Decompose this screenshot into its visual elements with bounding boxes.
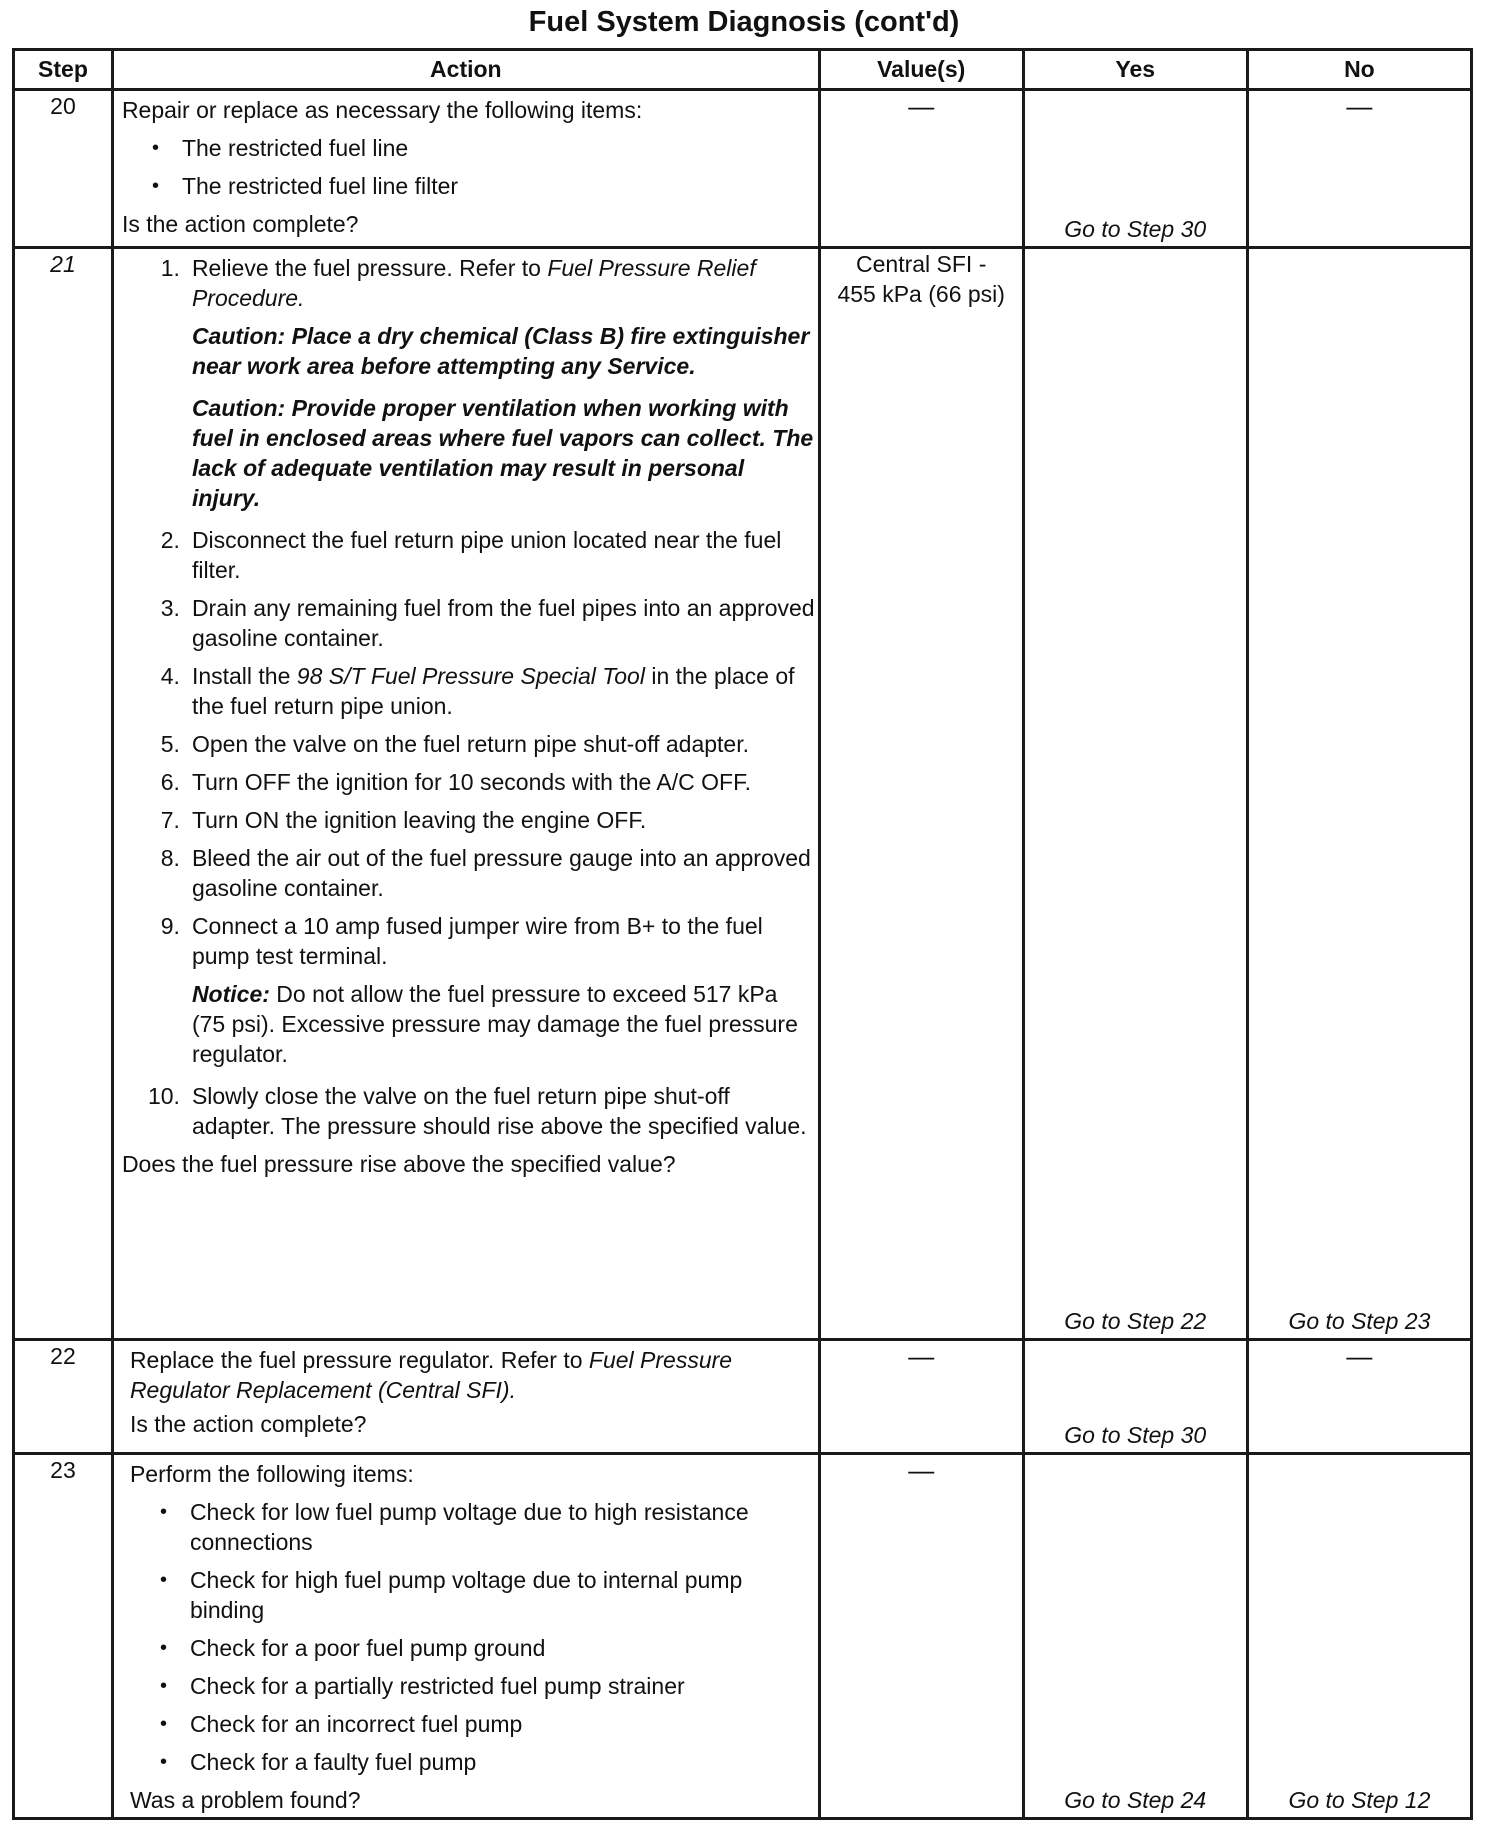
table-row: [14, 90, 1472, 248]
header-yes: Yes: [1023, 50, 1247, 90]
header-row: [14, 50, 1472, 90]
diagnosis-table: [12, 48, 1473, 1820]
table-row: [14, 1454, 1472, 1819]
step-text: Disconnect the fuel return pipe union located near the fuel filter.: [191, 527, 782, 583]
no-cell: [1247, 1454, 1471, 1819]
action-cell: [112, 90, 819, 248]
yes-goto: Go to Step 22: [1064, 1308, 1207, 1334]
value-cell: [819, 90, 1023, 248]
yes-cell: [1023, 90, 1247, 248]
page-title: Fuel System Diagnosis (cont'd): [528, 6, 960, 38]
step-ref: Fuel Pressure Relief Procedure.: [191, 255, 756, 311]
caution-note: Caution: Provide proper ventilation when working with fuel in enclosed areas where fuel vapors can collect. The lack of adequate ventilation may result in personal injury.: [191, 395, 814, 511]
bullet-list: [130, 1497, 816, 1777]
list-item: 10. Slowly close the valve on the fuel return pipe shut-off adapter. The pressure should rise above the specified value.: [147, 1083, 807, 1139]
list-item: 3. Drain any remaining fuel from the fuel pipes into an approved gasoline container.: [160, 595, 815, 651]
value-cell: [819, 248, 1023, 1340]
list-item: 1. Relieve the fuel pressure. Refer to Fuel Pressure Relief Procedure.: [160, 255, 756, 311]
step-list: [130, 253, 816, 313]
step-number: 23: [14, 1454, 113, 1819]
yes-cell: [1023, 248, 1247, 1340]
table-row: [14, 1340, 1472, 1454]
header-no: No: [1247, 50, 1471, 90]
list-item: 6. Turn OFF the ignition for 10 seconds with the A/C OFF.: [160, 769, 751, 795]
value-text: —: [908, 91, 935, 121]
action-question: Is the action complete?: [129, 1411, 367, 1437]
caution-note: Caution: Place a dry chemical (Class B) fire extinguisher near work area before attempting any Service.: [191, 323, 810, 379]
step-list: [130, 1081, 816, 1141]
yes-goto: Go to Step 24: [1064, 1787, 1207, 1813]
list-item: • Check for a partially restricted fuel pump strainer: [160, 1671, 816, 1701]
yes-cell: [1023, 1340, 1247, 1454]
list-item: 8. Bleed the air out of the fuel pressure gauge into an approved gasoline container.: [160, 845, 811, 901]
step-text: Relieve the fuel pressure. Refer to: [191, 255, 548, 281]
step-list: [130, 525, 816, 971]
step-number: 22: [14, 1340, 113, 1454]
action-cell: [112, 1340, 819, 1454]
action-question: Does the fuel pressure rise above the specified value?: [121, 1151, 676, 1177]
yes-cell: [1023, 1454, 1247, 1819]
step-text: Slowly close the valve on the fuel return pipe shut-off adapter. The pressure should rise above the specified value.: [191, 1083, 807, 1139]
value-line: 455 kPa (66 psi): [837, 281, 1005, 307]
no-text: —: [1346, 91, 1373, 121]
notice-note: [130, 979, 816, 1069]
step-text: Turn OFF the ignition for 10 seconds with the A/C OFF.: [191, 769, 751, 795]
list-item: • The restricted fuel line filter: [152, 171, 816, 201]
list-item: 2. Disconnect the fuel return pipe union located near the fuel filter.: [160, 527, 782, 583]
step-text: Turn ON the ignition leaving the engine OFF.: [191, 807, 647, 833]
header-values: Value(s): [819, 50, 1023, 90]
no-goto: Go to Step 12: [1288, 1787, 1431, 1813]
step-number: 21: [14, 248, 113, 1340]
action-question: Was a problem found?: [129, 1787, 361, 1813]
list-item: • Check for a faulty fuel pump: [160, 1747, 816, 1777]
value-cell: [819, 1340, 1023, 1454]
no-text: —: [1346, 1341, 1373, 1371]
list-item: • The restricted fuel line: [152, 133, 816, 163]
step-text: Connect a 10 amp fused jumper wire from B+ to the fuel pump test terminal.: [191, 913, 763, 969]
list-item: • Check for a poor fuel pump ground: [160, 1633, 816, 1663]
action-text-part: Replace the fuel pressure regulator. Refer to: [129, 1347, 589, 1373]
list-item: • Check for an incorrect fuel pump: [160, 1709, 816, 1739]
notice-label: Notice:: [191, 981, 270, 1007]
action-intro: Repair or replace as necessary the following items:: [121, 97, 643, 123]
value-line: Central SFI -: [856, 251, 987, 277]
no-cell: [1247, 248, 1471, 1340]
step-text: in the place of the fuel return pipe union.: [191, 663, 795, 719]
step-ref: 98 S/T Fuel Pressure Special Tool: [296, 663, 645, 689]
no-cell: [1247, 90, 1471, 248]
no-goto: Go to Step 23: [1288, 1308, 1431, 1334]
notice-text: Do not allow the fuel pressure to exceed 517 kPa (75 psi). Excessive pressure may damage the fuel pressure regulator.: [191, 981, 798, 1067]
step-text: Drain any remaining fuel from the fuel pipes into an approved gasoline container.: [191, 595, 815, 651]
step-number: 20: [14, 90, 113, 248]
action-ref: Fuel Pressure Regulator Replacement (Central SFI).: [129, 1347, 733, 1403]
step-text: Install the: [191, 663, 297, 689]
list-item: • Check for high fuel pump voltage due to internal pump binding: [160, 1565, 816, 1625]
action-cell: [112, 1454, 819, 1819]
yes-goto: Go to Step 30: [1064, 216, 1207, 242]
action-text: [130, 1345, 816, 1405]
value-text: —: [908, 1341, 935, 1371]
list-item: 7. Turn ON the ignition leaving the engine OFF.: [160, 807, 647, 833]
no-cell: [1247, 1340, 1471, 1454]
action-cell: [112, 248, 819, 1340]
value-cell: [819, 1454, 1023, 1819]
list-item: 5. Open the valve on the fuel return pipe shut-off adapter.: [160, 731, 750, 757]
step-text: Bleed the air out of the fuel pressure gauge into an approved gasoline container.: [191, 845, 811, 901]
value-text: —: [908, 1455, 935, 1485]
action-intro: Perform the following items:: [129, 1461, 414, 1487]
list-item: 9. Connect a 10 amp fused jumper wire from B+ to the fuel pump test terminal.: [160, 913, 763, 969]
action-question: Is the action complete?: [121, 211, 359, 237]
bullet-list: [122, 133, 816, 201]
list-item: 4. Install the 98 S/T Fuel Pressure Special Tool in the place of the fuel return pipe union.: [160, 663, 795, 719]
list-item: • Check for low fuel pump voltage due to high resistance connections: [160, 1497, 816, 1557]
yes-goto: Go to Step 30: [1064, 1422, 1207, 1448]
header-action: Action: [112, 50, 819, 90]
table-row: [14, 248, 1472, 1340]
header-step: Step: [14, 50, 113, 90]
step-text: Open the valve on the fuel return pipe shut-off adapter.: [191, 731, 750, 757]
